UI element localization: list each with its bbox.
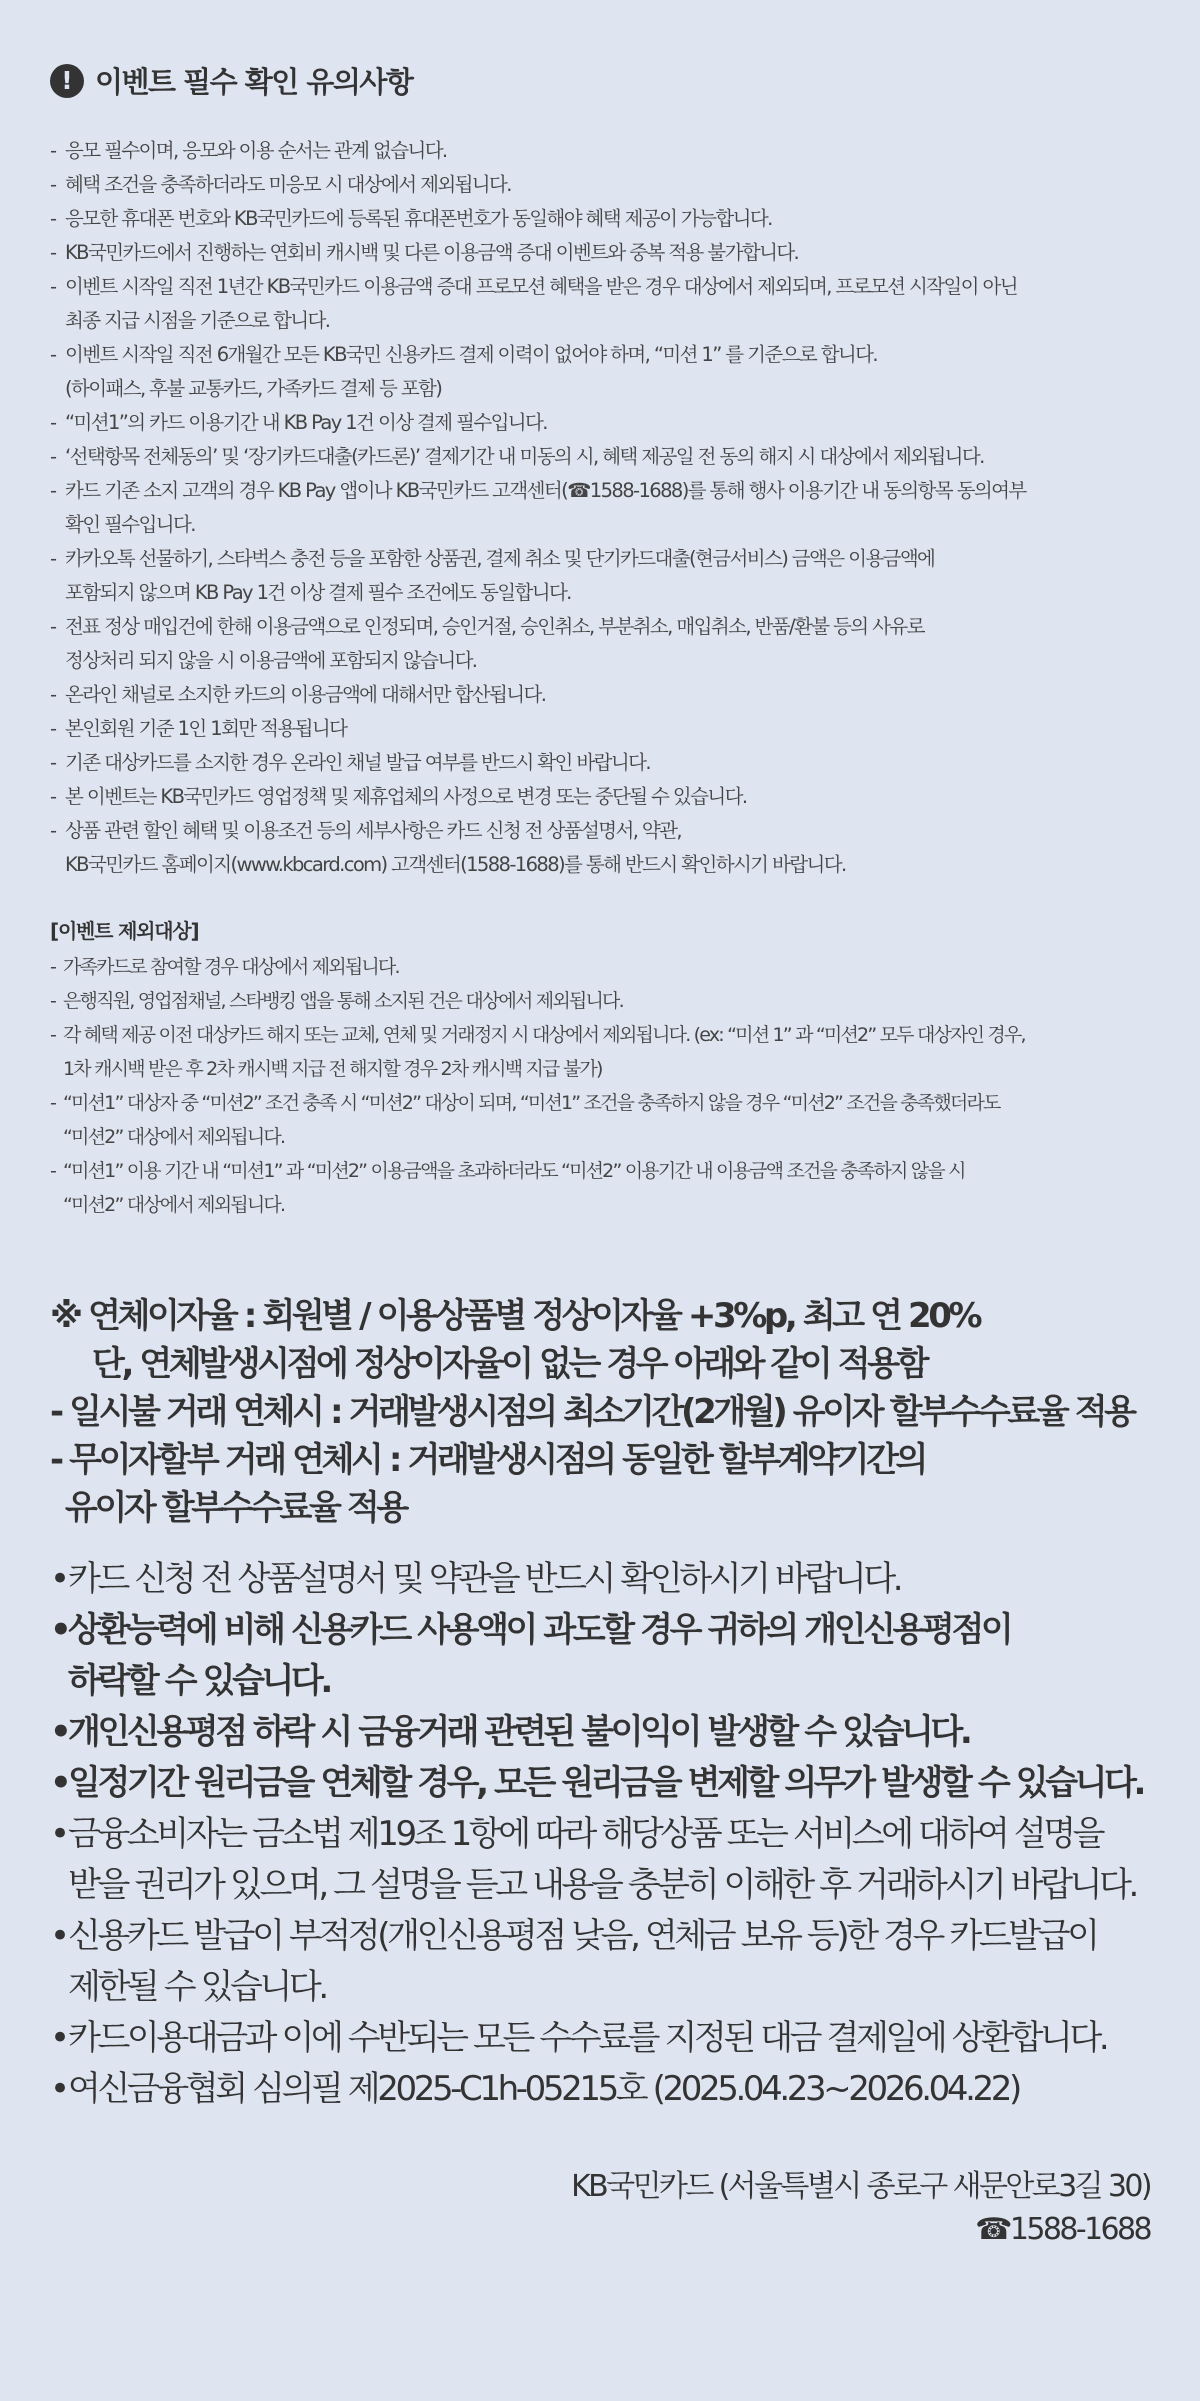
notice-title: 이벤트 필수 확인 유의사항 (95, 65, 413, 99)
notice-item: - KB국민카드에서 진행하는 연회비 캐시백 및 다른 이용금액 증대 이벤트와 중복 적용 불가합니다. (50, 236, 1160, 270)
disclosure-item: • 일정기간 원리금을 연체할 경우, 모든 원리금을 변제할 의무가 발생할 수 있습니다. (50, 1759, 1160, 1807)
disclosure-item: • 상환능력에 비해 신용카드 사용액이 과도할 경우 귀하의 개인신용평점이 (50, 1606, 1160, 1654)
exclusion-item: - “미션1” 대상자 중 “미션2” 조건 충족 시 “미션2” 대상이 되며, “미션1” 조건을 충족하지 않을 경우 “미션2” 조건을 충족했더라도 (50, 1086, 1160, 1120)
disclosure-item-continued: 받을 권리가 있으며, 그 설명을 듣고 내용을 충분히 이해한 후 거래하시기 바랍니다. (68, 1865, 1136, 1905)
exclusion-item-continued: 1차 캐시백 받은 후 2차 캐시백 지급 전 해지할 경우 2차 캐시백 지급 불가) (63, 1058, 602, 1080)
disclosure-item: • 여신금융협회 심의필 제2025-C1h-05215호 (2025.04.23~2026.04.22) (50, 2065, 1160, 2113)
notice-item: - 본인회원 기준 1인 1회만 적용됩니다 (50, 712, 1160, 746)
disclosure-item: • 신용카드 발급이 부적정(개인신용평점 낮음, 연체금 보유 등)한 경우 카드발급이 (50, 1912, 1160, 1960)
late-interest-notice (50, 1292, 1160, 1532)
notice-item: - 이벤트 시작일 직전 1년간 KB국민카드 이용금액 증대 프로모션 혜택을 받은 경우 대상에서 제외되며, 프로모션 시작일이 아닌 (50, 270, 1160, 304)
exclusion-item: - 은행직원, 영업점채널, 스타뱅킹 앱을 통해 소지된 건은 대상에서 제외됩니다. (50, 984, 1160, 1018)
notice-heading (50, 60, 412, 101)
notice-list (50, 134, 1160, 882)
rate-line: 유이자 할부수수료율 적용 (65, 1488, 406, 1528)
notice-item-continued: (하이패스, 후불 교통카드, 가족카드 결제 등 포함) (65, 377, 442, 400)
notice-item-continued: 확인 필수입니다. (65, 513, 195, 536)
disclosure-item: • 개인신용평점 하락 시 금융거래 관련된 불이익이 발생할 수 있습니다. (50, 1708, 1160, 1756)
rate-line: 단, 연체발생시점에 정상이자율이 없는 경우 아래와 같이 적용함 (92, 1344, 927, 1384)
exclusion-item-continued: “미션2” 대상에서 제외됩니다. (63, 1126, 285, 1148)
company-address: KB국민카드 (서울특별시 종로구 새문안로3길 30) (571, 2169, 1150, 2204)
notice-item: - 카드 기존 소지 고객의 경우 KB Pay 앱이나 KB국민카드 고객센터(☎1588-1688)를 통해 행사 이용기간 내 동의항목 동의여부 (50, 474, 1160, 508)
notice-item-continued: 포함되지 않으며 KB Pay 1건 이상 결제 필수 조건에도 동일합니다. (65, 581, 571, 604)
rate-line: ※ 연체이자율 : 회원별 / 이용상품별 정상이자율 +3%p, 최고 연 20% (50, 1296, 980, 1336)
disclosure-item: • 카드이용대금과 이에 수반되는 모든 수수료를 지정된 대금 결제일에 상환합니다. (50, 2014, 1160, 2062)
notice-item: - 본 이벤트는 KB국민카드 영업정책 및 제휴업체의 사정으로 변경 또는 중단될 수 있습니다. (50, 780, 1160, 814)
company-footer (571, 2165, 1150, 2251)
notice-item: - 기존 대상카드를 소지한 경우 온라인 채널 발급 여부를 반드시 확인 바랍니다. (50, 746, 1160, 780)
notice-item: - 혜택 조건을 충족하더라도 미응모 시 대상에서 제외됩니다. (50, 168, 1160, 202)
exclamation-circle-icon: ! (50, 64, 84, 98)
notice-item: - 이벤트 시작일 직전 6개월간 모든 KB국민 신용카드 결제 이력이 없어야 하며, “미션 1” 를 기준으로 합니다. (50, 338, 1160, 372)
exclusion-item: - “미션1” 이용 기간 내 “미션1” 과 “미션2” 이용금액을 초과하더라도 “미션2” 이용기간 내 이용금액 조건을 충족하지 않을 시 (50, 1154, 1160, 1188)
notice-item: - 온라인 채널로 소지한 카드의 이용금액에 대해서만 합산됩니다. (50, 678, 1160, 712)
rate-line: - 무이자할부 거래 연체시 : 거래발생시점의 동일한 할부계약기간의 (50, 1440, 925, 1480)
disclosure-item-continued: 제한될 수 있습니다. (68, 1967, 326, 2007)
disclosure-item: • 카드 신청 전 상품설명서 및 약관을 반드시 확인하시기 바랍니다. (50, 1555, 1160, 1603)
notice-item: - 응모한 휴대폰 번호와 KB국민카드에 등록된 휴대폰번호가 동일해야 혜택 제공이 가능합니다. (50, 202, 1160, 236)
exclusion-item-continued: “미션2” 대상에서 제외됩니다. (63, 1194, 285, 1216)
rate-line: - 일시불 거래 연체시 : 거래발생시점의 최소기간(2개월) 유이자 할부수수료율 적용 (50, 1392, 1134, 1432)
exclusion-heading: [이벤트 제외대상] (50, 919, 199, 943)
notice-item-continued: 정상처리 되지 않을 시 이용금액에 포함되지 않습니다. (65, 649, 477, 672)
notice-item: - 카카오톡 선물하기, 스타벅스 충전 등을 포함한 상품권, 결제 취소 및 단기카드대출(현금서비스) 금액은 이용금액에 (50, 542, 1160, 576)
notice-item: - 응모 필수이며, 응모와 이용 순서는 관계 없습니다. (50, 134, 1160, 168)
disclosure-item-continued: 하락할 수 있습니다. (68, 1661, 330, 1701)
notice-item: - “미션1”의 카드 이용기간 내 KB Pay 1건 이상 결제 필수입니다. (50, 406, 1160, 440)
notice-item: - 전표 정상 매입건에 한해 이용금액으로 인정되며, 승인거절, 승인취소, 부분취소, 매입취소, 반품/환불 등의 사유로 (50, 610, 1160, 644)
exclusion-item: - 각 혜택 제공 이전 대상카드 해지 또는 교체, 연체 및 거래정지 시 대상에서 제외됩니다. (ex: “미션 1” 과 “미션2” 모두 대상자인 경우, (50, 1018, 1160, 1052)
notice-item-continued: KB국민카드 홈페이지(www.kbcard.com) 고객센터(1588-1688)를 통해 반드시 확인하시기 바랍니다. (65, 853, 846, 876)
exclusion-item: - 가족카드로 참여할 경우 대상에서 제외됩니다. (50, 950, 1160, 984)
notice-item-continued: 최종 지급 시점을 기준으로 합니다. (65, 309, 330, 332)
disclosure-list (50, 1555, 1160, 2116)
company-phone: ☎1588-1688 (975, 2212, 1150, 2247)
exclusion-list (50, 950, 1160, 1222)
notice-item: - ‘선택항목 전체동의’ 및 ‘장기카드대출(카드론)’ 결제기간 내 미동의 시, 혜택 제공일 전 동의 해지 시 대상에서 제외됩니다. (50, 440, 1160, 474)
disclosure-item: • 금융소비자는 금소법 제19조 1항에 따라 해당상품 또는 서비스에 대하여 설명을 (50, 1810, 1160, 1858)
notice-item: - 상품 관련 할인 혜택 및 이용조건 등의 세부사항은 카드 신청 전 상품설명서, 약관, (50, 814, 1160, 848)
